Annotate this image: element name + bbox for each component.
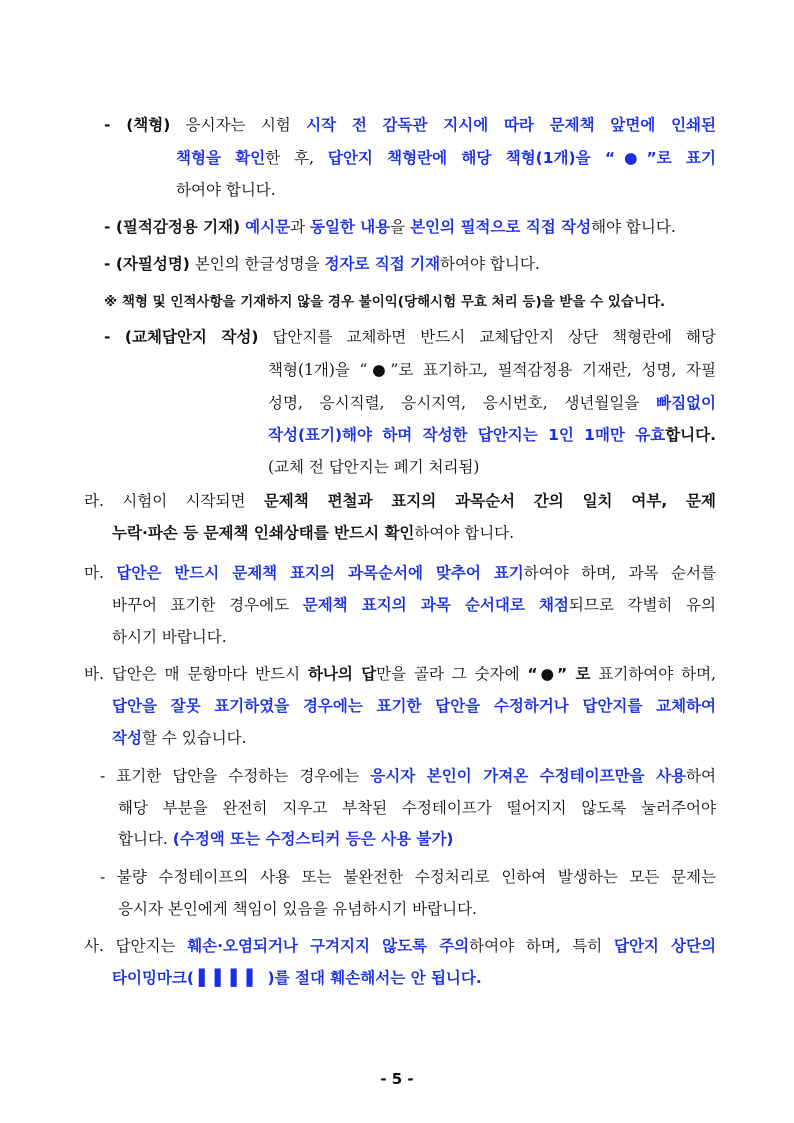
- liability-line-1: - 불량 수정테이프의 사용 또는 불완전한 수정처리로 인하여 발생하는 모든 문제는: [100, 868, 716, 886]
- signature-label: - (자필성명): [104, 255, 190, 273]
- correction-line-2: 해당 부분을 완전히 지우고 부착된 수정테이프가 떨어지지 않도록 눌러주어야: [118, 799, 716, 817]
- exam-type-line-1: - (책형) 응시자는 시험 시작 전 감독관 지시에 따라 문제책 앞면에 인쇄된: [104, 116, 716, 134]
- replacement-line-5: (교체 전 답안지는 폐기 처리됨): [268, 458, 480, 476]
- section-ba-line-2: 답안을 잘못 표기하였을 경우에는 표기한 답안을 수정하거나 답안지를 교체하여: [112, 697, 716, 715]
- exam-type-line-2: 책형을 확인한 후, 답안지 책형란에 해당 책형(1개)을 “●”로 표기: [176, 149, 717, 167]
- section-ma-line-3: 하시기 바랍니다.: [112, 628, 227, 646]
- section-ma-line-1: 마. 답안은 반드시 문제책 표지의 과목순서에 맞추어 표기하여야 하며, 과목 순서를: [84, 564, 716, 582]
- signature-line: - (자필성명) 본인의 한글성명을 정자로 직접 기재하여야 합니다.: [104, 255, 540, 273]
- section-ra-line-1: 라. 시험이 시작되면 문제책 편철과 표지의 과목순서 간의 일치 여부, 문제: [84, 492, 716, 510]
- section-sa-line-1: 사. 답안지는 훼손·오염되거나 구겨지지 않도록 주의하여야 하며, 특히 답안지 상단의: [84, 937, 716, 955]
- section-ba-line-3: 작성할 수 있습니다.: [112, 729, 247, 747]
- page-number: - 5 -: [380, 1070, 414, 1088]
- warning-note: ※ 책형 및 인적사항을 기재하지 않을 경우 불이익(당해시험 무효 처리 등)을 받을 수 있습니다.: [104, 294, 666, 310]
- correction-line-1: - 표기한 답안을 수정하는 경우에는 응시자 본인이 가져온 수정테이프만을 사용하여: [100, 767, 716, 785]
- section-ra-line-2: 누락·파손 등 문제책 인쇄상태를 반드시 확인하여야 합니다.: [112, 524, 515, 542]
- exam-type-label: - (책형): [104, 116, 171, 134]
- handwriting-line: - (필적감정용 기재) 예시문과 동일한 내용을 본인의 필적으로 직접 작성해야 합니다.: [104, 218, 676, 236]
- replacement-line-1: - (교체답안지 작성) 답안지를 교체하면 반드시 교체답안지 상단 책형란에 해당: [104, 328, 716, 346]
- replacement-line-2: 책형(1개)을 “●”로 표기하고, 필적감정용 기재란, 성명, 자필: [268, 361, 716, 379]
- exam-type-line-3: 하여야 합니다.: [176, 181, 276, 199]
- replacement-label: - (교체답안지 작성): [104, 328, 259, 346]
- section-sa-line-2: 타이밍마크( ▌▌▌▌ )를 절대 훼손해서는 안 됩니다.: [112, 969, 482, 987]
- section-ba-line-1: 바. 답안은 매 문항마다 반드시 하나의 답만을 골라 그 숫자에 “●” 로 표기하여야 하며,: [84, 665, 716, 683]
- correction-line-3: 합니다. (수정액 또는 수정스티커 등은 사용 불가): [118, 830, 454, 848]
- section-ma-line-2: 바꾸어 표기한 경우에도 문제책 표지의 과목 순서대로 채점되므로 각별히 유의: [112, 596, 717, 614]
- handwriting-label: - (필적감정용 기재): [104, 218, 241, 236]
- replacement-line-4: 작성(표기)해야 하며 작성한 답안지는 1인 1매만 유효합니다.: [268, 426, 716, 444]
- timing-mark-icon: ▌▌▌▌: [198, 969, 263, 987]
- liability-line-2: 응시자 본인에게 책임이 있음을 유념하시기 바랍니다.: [118, 900, 477, 918]
- replacement-line-3: 성명, 응시직렬, 응시지역, 응시번호, 생년월일을 빠짐없이: [268, 394, 716, 412]
